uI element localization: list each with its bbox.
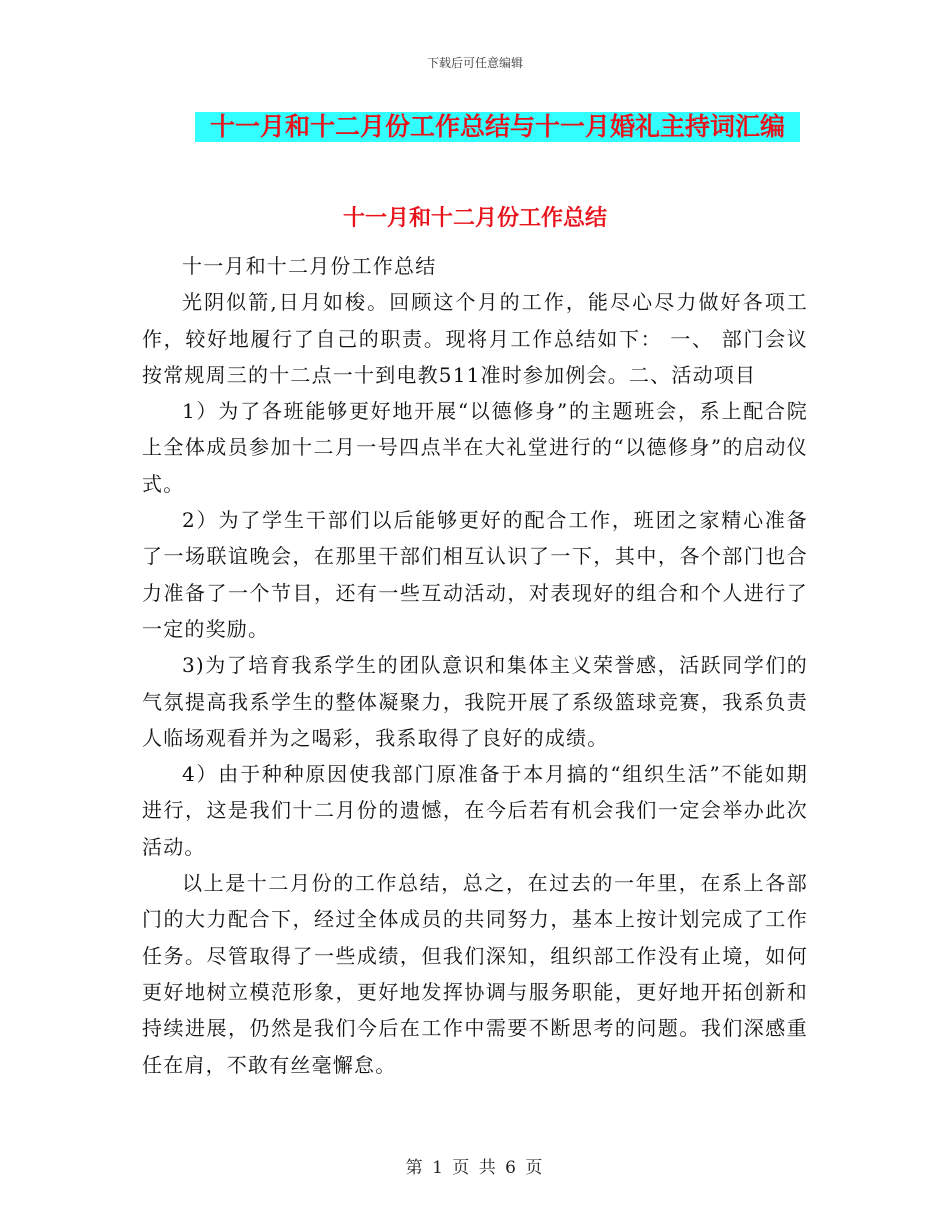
section-title: 十一月和十二月份工作总结 <box>342 205 607 231</box>
paragraph-conclusion: 以上是十二月份的工作总结，总之，在过去的一年里，在系上各部门的大力配合下，经过全体成员的共同努力，基本上按计划完成了工作任务。尽管取得了一些成绩，但我们深知，组织部工作没有止境，如何更好地树立模范形象，更好地发挥协调与服务职能，更好地开拓创新和持续进展，仍然是我们今后在工作中需要不断思考的问题。我们深感重任在肩，不敢有丝毫懈怠。 <box>142 871 808 1077</box>
paragraph-item-2: 2）为了学生干部们以后能够更好的配合工作，班团之家精心准备了一场联谊晚会，在那里干部们相互认识了一下，其中，各个部门也合力准备了一个节目，还有一些互动活动，对表现好的组合和个人进行了一定的奖励。 <box>142 508 808 641</box>
paragraph-item-3: 3)为了培育我系学生的团队意识和集体主义荣誉感，活跃同学们的气氛提高我系学生的整体凝聚力，我院开展了系级篮球竞赛，我系负责人临场观看并为之喝彩，我系取得了良好的成绩。 <box>142 653 808 750</box>
paragraph-heading: 十一月和十二月份工作总结 <box>182 254 437 278</box>
header-note: 下载后可任意编辑 <box>426 56 523 70</box>
document-body <box>142 248 808 1083</box>
paragraph-item-4: 4）由于种种原因使我部门原准备于本月搞的“组织生活”不能如期进行，这是我们十二月份的遗憾，在今后若有机会我们一定会举办此次活动。 <box>142 762 808 859</box>
paragraph-intro: 光阴似箭,日月如梭。回顾这个月的工作，能尽心尽力做好各项工作，较好地履行了自己的职责。现将月工作总结如下： 一、 部门会议按常规周三的十二点一十到电教511准时参加例会。二、活动项目 <box>142 290 808 387</box>
paragraph-item-1: 1）为了各班能够更好地开展“以德修身”的主题班会，系上配合院上全体成员参加十二月一号四点半在大礼堂进行的“以德修身”的启动仪式。 <box>142 399 808 496</box>
page-number: 第 1 页 共 6 页 <box>405 1158 545 1178</box>
document-title: 十一月和十二月份工作总结与十一月婚礼主持词汇编 <box>195 112 800 142</box>
